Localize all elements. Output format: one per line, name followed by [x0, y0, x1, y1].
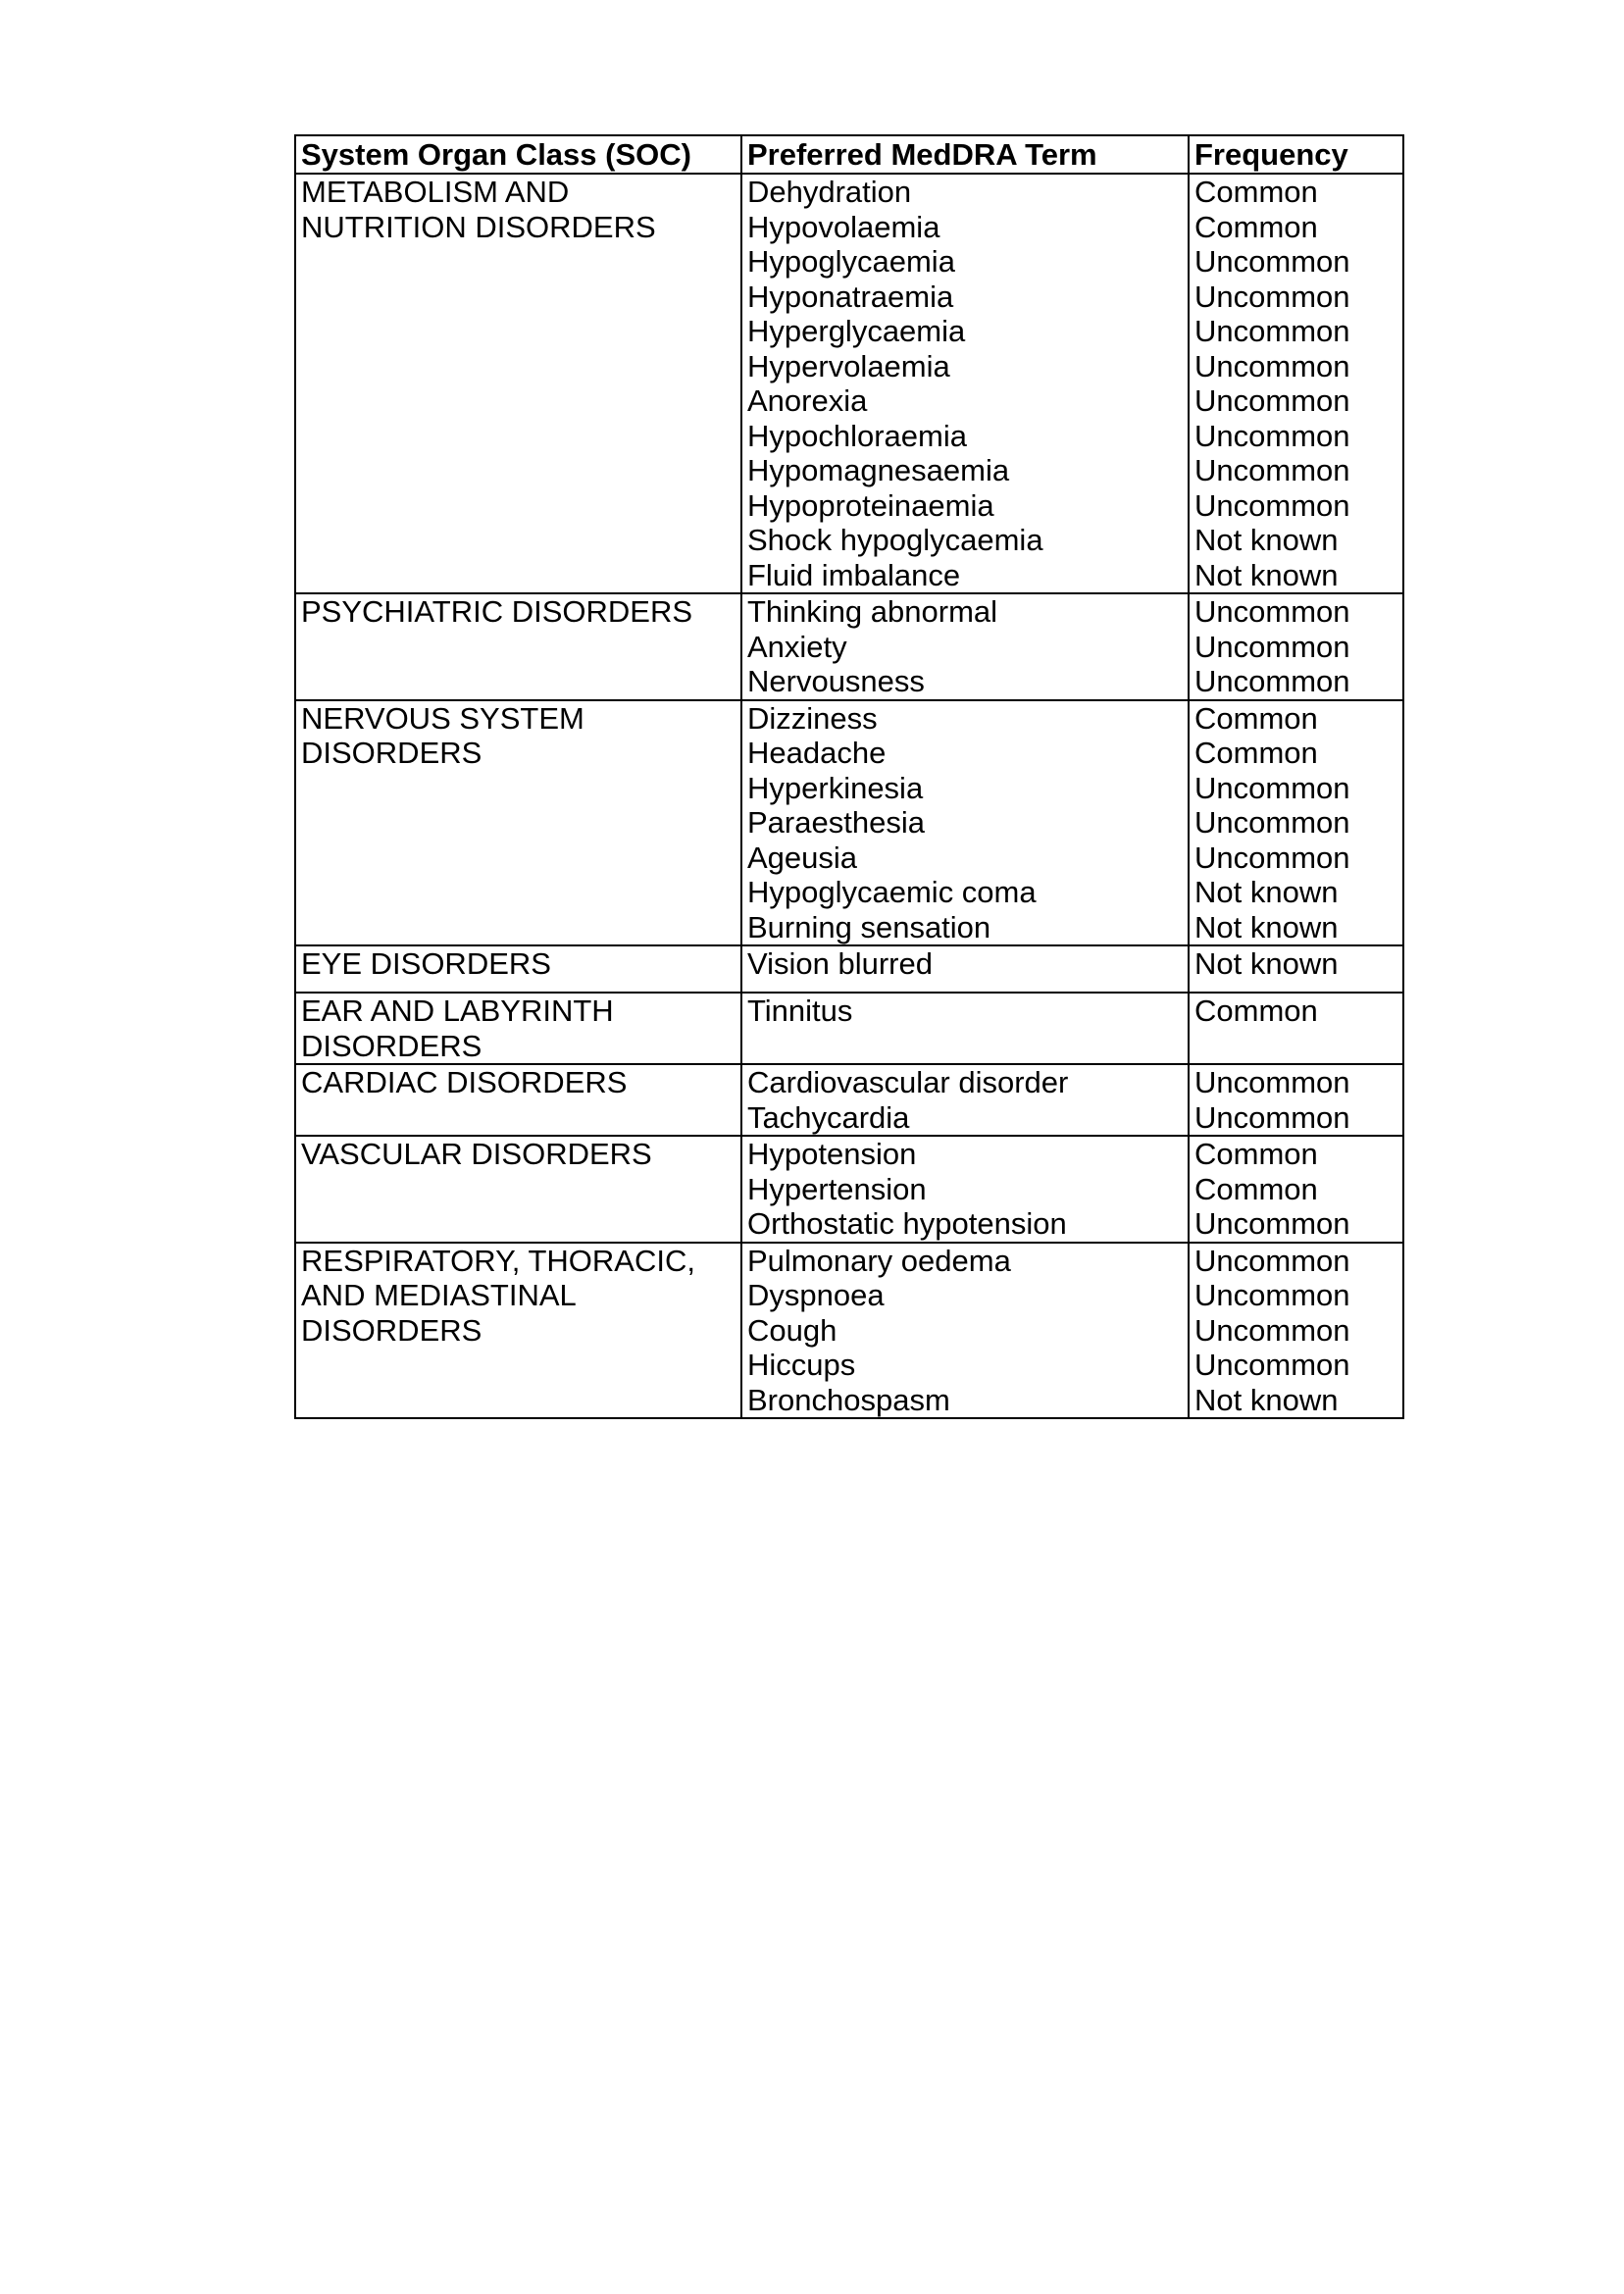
frequency-cell: [1189, 700, 1403, 946]
meddra-term: Hyponatraemia: [747, 279, 954, 314]
frequency-value: Uncommon: [1194, 314, 1350, 348]
meddra-term: Hypervolaemia: [747, 348, 950, 383]
meddra-term: Anxiety: [747, 629, 847, 664]
frequency-cell: [1189, 1064, 1403, 1136]
table-header-row: [295, 135, 1403, 174]
meddra-term: Dehydration: [747, 175, 912, 209]
frequency-value: Uncommon: [1194, 244, 1350, 279]
meddra-term: Bronchospasm: [747, 1382, 950, 1417]
table-row: [295, 593, 1403, 700]
soc-name: EYE DISORDERS: [301, 946, 551, 981]
table-row: [295, 993, 1403, 1064]
meddra-term: Orthostatic hypotension: [747, 1206, 1067, 1241]
frequency-value: Uncommon: [1194, 453, 1350, 487]
soc-name: RESPIRATORY, THORACIC, AND MEDIASTINAL DISORDERS: [301, 1243, 695, 1348]
term-cell: [741, 993, 1189, 1064]
soc-cell: [295, 700, 741, 946]
frequency-value: Uncommon: [1194, 348, 1350, 383]
frequency-value: Common: [1194, 1137, 1318, 1171]
table-row: [295, 1064, 1403, 1136]
frequency-value: Uncommon: [1194, 1206, 1350, 1241]
meddra-term: Shock hypoglycaemia: [747, 523, 1043, 557]
soc-name: EAR AND LABYRINTH DISORDERS: [301, 994, 614, 1063]
soc-cell: [295, 993, 741, 1064]
frequency-value: Common: [1194, 736, 1318, 770]
frequency-cell: [1189, 593, 1403, 700]
term-cell: [741, 1243, 1189, 1419]
frequency-cell: [1189, 174, 1403, 593]
meddra-term: Cough: [747, 1312, 837, 1348]
table-row: [295, 700, 1403, 946]
term-cell: [741, 1064, 1189, 1136]
frequency-cell: [1189, 1136, 1403, 1243]
frequency-value: Uncommon: [1194, 279, 1350, 314]
meddra-term: Hypoproteinaemia: [747, 487, 994, 523]
frequency-value: Uncommon: [1194, 1065, 1350, 1099]
frequency-cell: [1189, 945, 1403, 993]
meddra-term: Hypomagnesaemia: [747, 453, 1010, 487]
meddra-term: Hypochloraemia: [747, 418, 967, 453]
meddra-term: Tachycardia: [747, 1099, 910, 1135]
soc-cell: [295, 593, 741, 700]
table-row: [295, 1136, 1403, 1243]
frequency-value: Not known: [1194, 523, 1339, 557]
header-frequency: Frequency: [1189, 135, 1403, 174]
meddra-term: Cardiovascular disorder: [747, 1065, 1069, 1099]
meddra-term: Hypotension: [747, 1137, 917, 1171]
term-cell: [741, 700, 1189, 946]
frequency-cell: [1189, 993, 1403, 1064]
table-row: [295, 1243, 1403, 1419]
frequency-value: Common: [1194, 1171, 1318, 1206]
soc-cell: [295, 945, 741, 993]
frequency-cell: [1189, 1243, 1403, 1419]
meddra-term: Thinking abnormal: [747, 594, 998, 629]
meddra-term: Tinnitus: [747, 994, 853, 1028]
soc-cell: [295, 1243, 741, 1419]
meddra-term: Hyperglycaemia: [747, 314, 966, 348]
meddra-term: Dizziness: [747, 700, 878, 736]
adverse-reactions-table: [294, 134, 1404, 1419]
frequency-value: Uncommon: [1194, 1243, 1350, 1278]
meddra-term: Anorexia: [747, 383, 868, 418]
meddra-term: Nervousness: [747, 664, 925, 698]
meddra-term: Vision blurred: [747, 946, 933, 981]
soc-name: NERVOUS SYSTEM DISORDERS: [301, 700, 584, 770]
frequency-value: Uncommon: [1194, 487, 1350, 523]
frequency-value: Uncommon: [1194, 629, 1350, 664]
meddra-term: Ageusia: [747, 840, 858, 875]
frequency-value: Uncommon: [1194, 383, 1350, 418]
frequency-value: Common: [1194, 175, 1318, 209]
frequency-value: Common: [1194, 700, 1318, 736]
meddra-term: Pulmonary oedema: [747, 1243, 1011, 1278]
frequency-value: Not known: [1194, 875, 1339, 909]
frequency-value: Uncommon: [1194, 1278, 1350, 1312]
table-row: [295, 174, 1403, 593]
header-soc: System Organ Class (SOC): [295, 135, 741, 174]
meddra-term: Hypovolaemia: [747, 209, 940, 244]
meddra-term: Hyperkinesia: [747, 770, 924, 805]
frequency-value: Uncommon: [1194, 1348, 1350, 1382]
term-cell: [741, 593, 1189, 700]
meddra-term: Headache: [747, 736, 887, 770]
frequency-value: Uncommon: [1194, 594, 1350, 629]
soc-cell: [295, 1136, 741, 1243]
term-cell: [741, 174, 1189, 593]
table-row: [295, 945, 1403, 993]
meddra-term: Fluid imbalance: [747, 557, 961, 592]
frequency-value: Uncommon: [1194, 418, 1350, 453]
frequency-value: Not known: [1194, 946, 1339, 981]
frequency-value: Uncommon: [1194, 805, 1350, 840]
table-body: [295, 174, 1403, 1418]
meddra-term: Burning sensation: [747, 909, 991, 944]
soc-name: CARDIAC DISORDERS: [301, 1065, 628, 1099]
soc-name: PSYCHIATRIC DISORDERS: [301, 594, 693, 629]
frequency-value: Not known: [1194, 909, 1339, 944]
frequency-value: Not known: [1194, 557, 1339, 592]
soc-cell: [295, 174, 741, 593]
frequency-value: Uncommon: [1194, 1312, 1350, 1348]
frequency-value: Not known: [1194, 1382, 1339, 1417]
frequency-value: Common: [1194, 994, 1318, 1028]
meddra-term: Hypoglycaemia: [747, 244, 955, 279]
frequency-value: Common: [1194, 209, 1318, 244]
frequency-value: Uncommon: [1194, 840, 1350, 875]
meddra-term: Dyspnoea: [747, 1278, 885, 1312]
meddra-term: Hiccups: [747, 1348, 856, 1382]
frequency-value: Uncommon: [1194, 664, 1350, 698]
header-term: Preferred MedDRA Term: [741, 135, 1189, 174]
term-cell: [741, 945, 1189, 993]
soc-cell: [295, 1064, 741, 1136]
soc-name: VASCULAR DISORDERS: [301, 1137, 652, 1171]
term-cell: [741, 1136, 1189, 1243]
soc-name: METABOLISM AND NUTRITION DISORDERS: [301, 175, 656, 244]
frequency-value: Uncommon: [1194, 770, 1350, 805]
frequency-value: Uncommon: [1194, 1099, 1350, 1135]
meddra-term: Hypertension: [747, 1171, 927, 1206]
meddra-term: Paraesthesia: [747, 805, 925, 840]
meddra-term: Hypoglycaemic coma: [747, 875, 1037, 909]
